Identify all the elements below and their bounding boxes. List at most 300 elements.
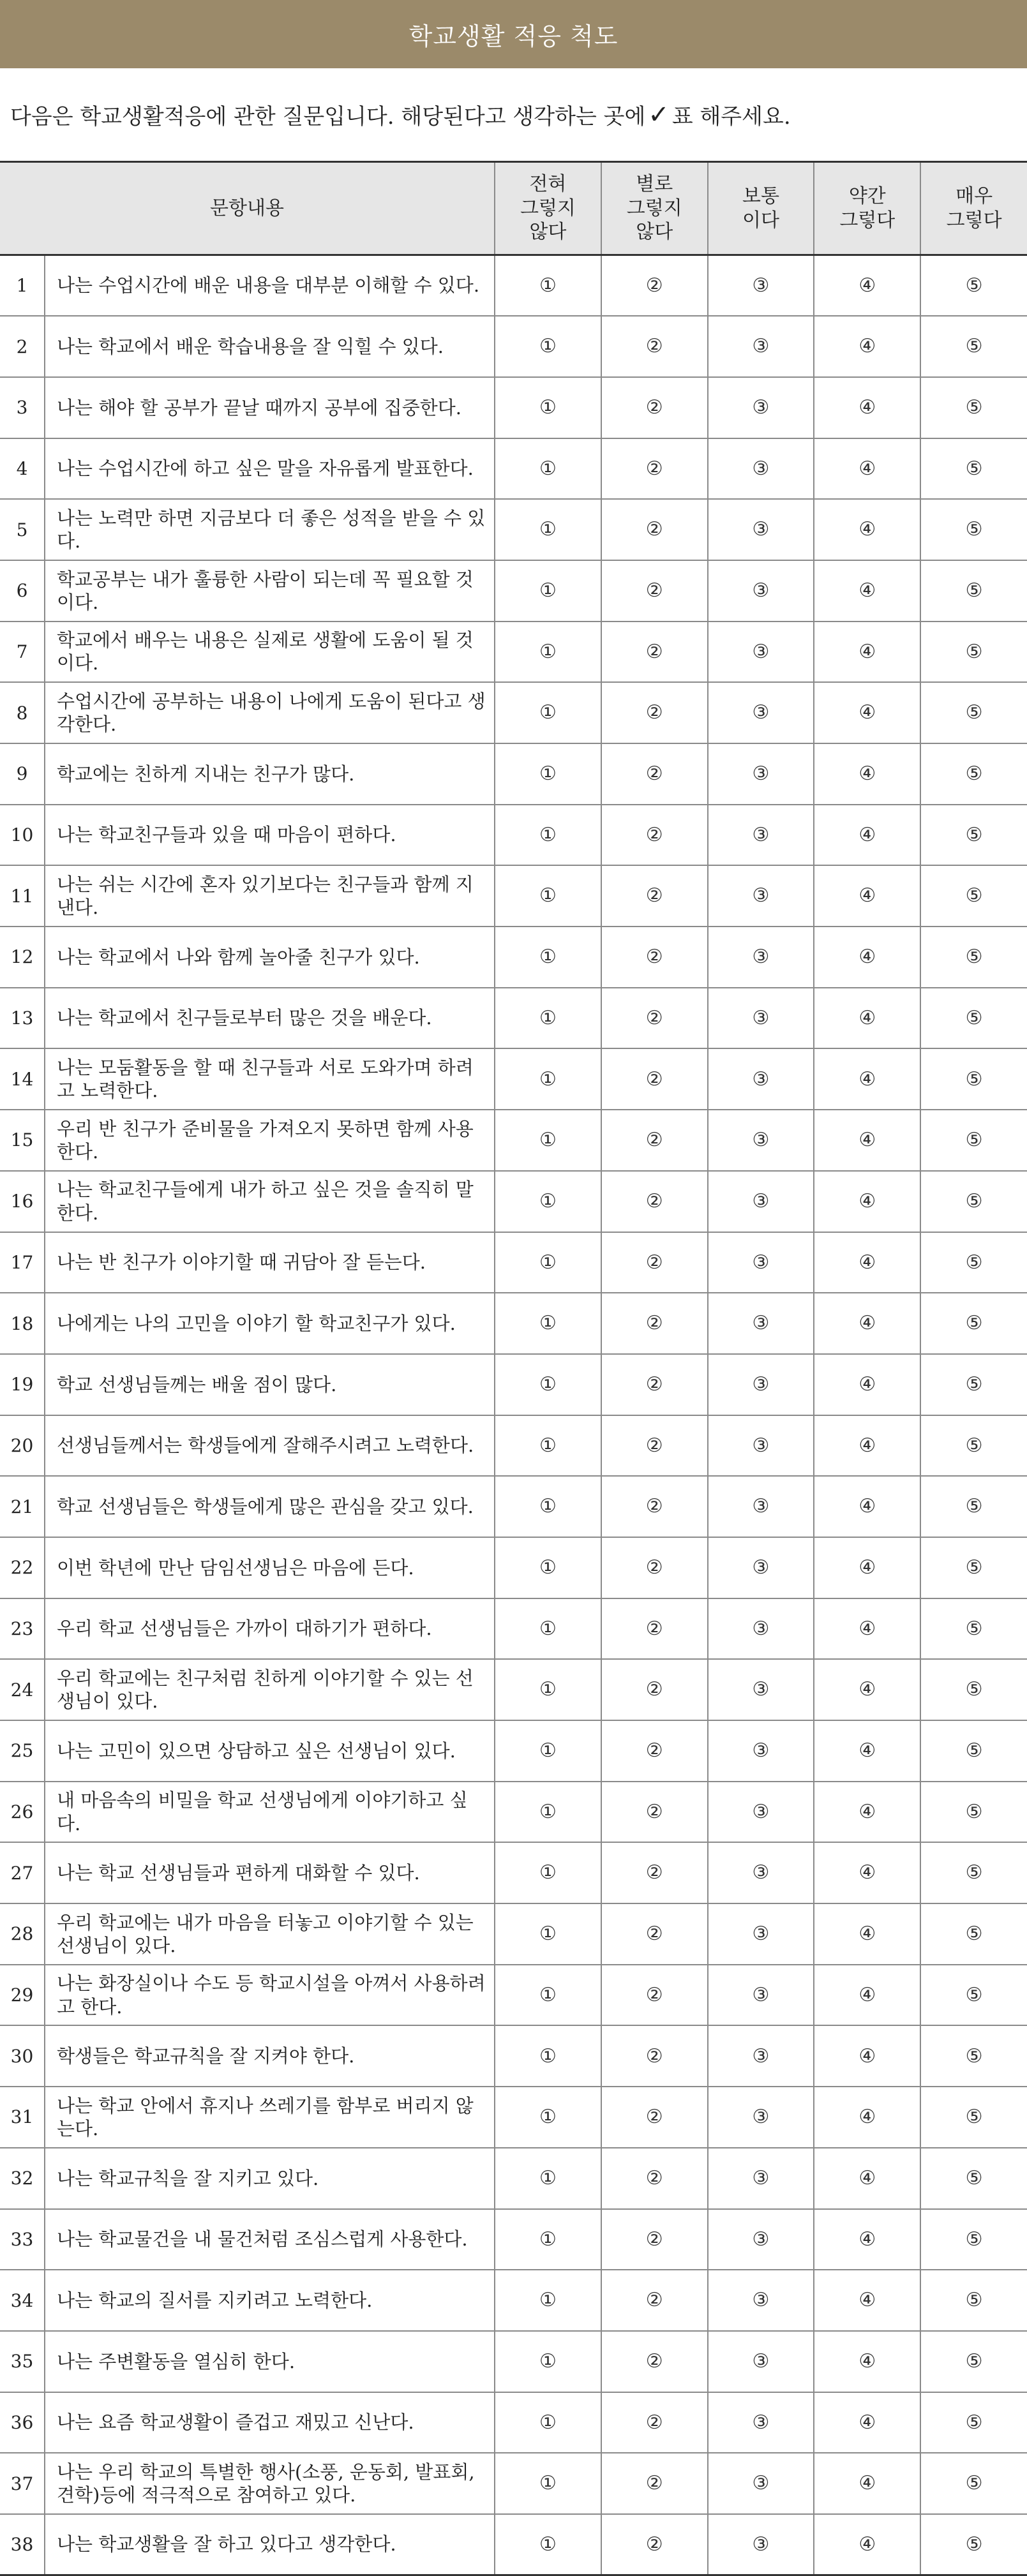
item-text: 나는 반 친구가 이야기할 때 귀담아 잘 듣는다. — [45, 1232, 495, 1293]
option-3-choice[interactable]: ③ — [708, 805, 814, 866]
item-text: 학교에서 배우는 내용은 실제로 생활에 도움이 될 것이다. — [45, 622, 495, 683]
item-text: 나는 학교에서 배운 학습내용을 잘 익힐 수 있다. — [45, 316, 495, 377]
item-text: 우리 학교에는 친구처럼 친하게 이야기할 수 있는 선생님이 있다. — [45, 1659, 495, 1720]
option-3-choice[interactable]: ③ — [708, 1537, 814, 1598]
option-3-choice[interactable]: ③ — [708, 2514, 814, 2575]
option-1-choice[interactable]: ① — [495, 2453, 601, 2514]
option-2-choice[interactable]: ② — [601, 316, 708, 377]
table-row — [0, 2270, 1027, 2331]
option-1-choice[interactable]: ① — [495, 927, 601, 988]
option-2-choice[interactable]: ② — [601, 560, 708, 622]
option-2-choice[interactable]: ② — [601, 1171, 708, 1232]
table-row — [0, 1415, 1027, 1477]
option-3-choice[interactable]: ③ — [708, 1415, 814, 1477]
option-5-choice[interactable]: ⑤ — [920, 743, 1027, 805]
option-5-choice[interactable]: ⑤ — [920, 2148, 1027, 2209]
option-4-choice[interactable]: ④ — [814, 499, 920, 560]
option-1-choice[interactable]: ① — [495, 1354, 601, 1415]
table-row — [0, 1110, 1027, 1171]
table-row — [0, 1598, 1027, 1660]
item-text: 나는 요즘 학교생활이 즐겁고 재밌고 신난다. — [45, 2392, 495, 2453]
option-1-choice[interactable]: ① — [495, 2392, 601, 2453]
option-5-choice[interactable]: ⑤ — [920, 1048, 1027, 1110]
option-4-choice[interactable]: ④ — [814, 438, 920, 500]
item-number: 13 — [0, 988, 45, 1049]
option-2-choice[interactable]: ② — [601, 1659, 708, 1720]
option-5-choice[interactable]: ⑤ — [920, 1537, 1027, 1598]
option-2-choice[interactable]: ② — [601, 1232, 708, 1293]
option-4-choice[interactable]: ④ — [814, 2453, 920, 2514]
option-4-choice[interactable]: ④ — [814, 988, 920, 1049]
table-row — [0, 2392, 1027, 2453]
option-1-choice[interactable]: ① — [495, 1842, 601, 1903]
item-number: 37 — [0, 2453, 45, 2514]
option-2-choice[interactable]: ② — [601, 988, 708, 1049]
option-1-choice[interactable]: ① — [495, 1293, 601, 1354]
option-5-choice[interactable]: ⑤ — [920, 2514, 1027, 2575]
item-text: 나는 해야 할 공부가 끝날 때까지 공부에 집중한다. — [45, 377, 495, 438]
option-1-choice[interactable]: ① — [495, 255, 601, 316]
table-row — [0, 1720, 1027, 1782]
item-text: 나는 학교친구들과 있을 때 마음이 편하다. — [45, 805, 495, 866]
item-number: 4 — [0, 438, 45, 500]
table-row — [0, 1171, 1027, 1232]
option-2-choice[interactable]: ② — [601, 1476, 708, 1537]
option-3-choice[interactable]: ③ — [708, 2331, 814, 2392]
item-text: 학교 선생님들께는 배울 점이 많다. — [45, 1354, 495, 1415]
option-5-choice[interactable]: ⑤ — [920, 2392, 1027, 2453]
check-mark-icon: ✓ — [648, 100, 670, 130]
option-1-choice[interactable]: ① — [495, 1720, 601, 1782]
option-5-choice[interactable]: ⑤ — [920, 1903, 1027, 1965]
item-number: 25 — [0, 1720, 45, 1782]
option-1-choice[interactable]: ① — [495, 2148, 601, 2209]
option-3-choice[interactable]: ③ — [708, 865, 814, 927]
option-5-choice[interactable]: ⑤ — [920, 1232, 1027, 1293]
option-2-choice[interactable]: ② — [601, 377, 708, 438]
table-row — [0, 622, 1027, 683]
option-5-choice[interactable]: ⑤ — [920, 255, 1027, 316]
item-text: 나는 화장실이나 수도 등 학교시설을 아껴서 사용하려고 한다. — [45, 1965, 495, 2026]
option-5-choice[interactable]: ⑤ — [920, 1110, 1027, 1171]
option-4-choice[interactable]: ④ — [814, 316, 920, 377]
table-row — [0, 2453, 1027, 2514]
table-row — [0, 560, 1027, 622]
item-number: 35 — [0, 2331, 45, 2392]
option-4-choice[interactable]: ④ — [814, 805, 920, 866]
option-1-choice[interactable]: ① — [495, 1782, 601, 1843]
item-number: 7 — [0, 622, 45, 683]
option-1-choice[interactable]: ① — [495, 1598, 601, 1660]
option-5-choice[interactable]: ⑤ — [920, 438, 1027, 500]
option-5-choice[interactable]: ⑤ — [920, 1965, 1027, 2026]
option-2-choice[interactable]: ② — [601, 1048, 708, 1110]
option-3-choice[interactable]: ③ — [708, 1965, 814, 2026]
item-number: 24 — [0, 1659, 45, 1720]
option-3-choice[interactable]: ③ — [708, 1293, 814, 1354]
option-4-choice[interactable]: ④ — [814, 1293, 920, 1354]
item-number: 10 — [0, 805, 45, 866]
option-1-choice[interactable]: ① — [495, 2025, 601, 2087]
option-5-choice[interactable]: ⑤ — [920, 560, 1027, 622]
option-5-choice[interactable]: ⑤ — [920, 622, 1027, 683]
option-5-choice[interactable]: ⑤ — [920, 1476, 1027, 1537]
option-1-choice[interactable]: ① — [495, 1415, 601, 1477]
option-1-choice[interactable]: ① — [495, 1965, 601, 2026]
option-4-choice[interactable]: ④ — [814, 865, 920, 927]
item-number: 34 — [0, 2270, 45, 2331]
option-3-choice[interactable]: ③ — [708, 1903, 814, 1965]
item-number: 14 — [0, 1048, 45, 1110]
option-3-choice[interactable]: ③ — [708, 2087, 814, 2148]
option-1-choice[interactable]: ① — [495, 2514, 601, 2575]
option-3-choice[interactable]: ③ — [708, 1476, 814, 1537]
option-2-choice[interactable]: ② — [601, 2087, 708, 2148]
option-1-choice[interactable]: ① — [495, 1048, 601, 1110]
option-5-choice[interactable]: ⑤ — [920, 1598, 1027, 1660]
item-text: 나는 수업시간에 배운 내용을 대부분 이해할 수 있다. — [45, 255, 495, 316]
option-2-choice[interactable]: ② — [601, 2392, 708, 2453]
option-3-choice[interactable]: ③ — [708, 622, 814, 683]
option-3-choice[interactable]: ③ — [708, 1720, 814, 1782]
option-5-choice[interactable]: ⑤ — [920, 1354, 1027, 1415]
table-row — [0, 1782, 1027, 1843]
item-number: 23 — [0, 1598, 45, 1660]
item-text: 나는 학교규칙을 잘 지키고 있다. — [45, 2148, 495, 2209]
table-row — [0, 805, 1027, 866]
option-1-choice[interactable]: ① — [495, 805, 601, 866]
option-2-choice[interactable]: ② — [601, 2148, 708, 2209]
option-4-choice[interactable]: ④ — [814, 2331, 920, 2392]
option-5-choice[interactable]: ⑤ — [920, 2453, 1027, 2514]
item-text: 이번 학년에 만난 담임선생님은 마음에 든다. — [45, 1537, 495, 1598]
option-1-choice[interactable]: ① — [495, 377, 601, 438]
option-2-choice[interactable]: ② — [601, 499, 708, 560]
option-5-choice[interactable]: ⑤ — [920, 927, 1027, 988]
option-3-choice[interactable]: ③ — [708, 499, 814, 560]
item-number: 11 — [0, 865, 45, 927]
item-text: 나는 학교친구들에게 내가 하고 싶은 것을 솔직히 말한다. — [45, 1171, 495, 1232]
table-row — [0, 1232, 1027, 1293]
option-1-choice[interactable]: ① — [495, 1903, 601, 1965]
option-3-choice[interactable]: ③ — [708, 2148, 814, 2209]
table-row — [0, 1842, 1027, 1903]
option-2-choice[interactable]: ② — [601, 2025, 708, 2087]
option-3-choice[interactable]: ③ — [708, 2392, 814, 2453]
option-3-choice[interactable]: ③ — [708, 988, 814, 1049]
table-row — [0, 927, 1027, 988]
option-1-choice[interactable]: ① — [495, 743, 601, 805]
option-1-choice[interactable]: ① — [495, 1110, 601, 1171]
option-4-choice[interactable]: ④ — [814, 2087, 920, 2148]
option-1-choice[interactable]: ① — [495, 438, 601, 500]
table-row — [0, 682, 1027, 743]
option-3-choice[interactable]: ③ — [708, 1598, 814, 1660]
option-4-choice[interactable]: ④ — [814, 622, 920, 683]
option-5-choice[interactable]: ⑤ — [920, 1720, 1027, 1782]
option-4-choice[interactable]: ④ — [814, 682, 920, 743]
option-4-choice[interactable]: ④ — [814, 2270, 920, 2331]
option-2-choice[interactable]: ② — [601, 1415, 708, 1477]
option-5-choice[interactable]: ⑤ — [920, 682, 1027, 743]
item-number: 9 — [0, 743, 45, 805]
option-5-choice[interactable]: ⑤ — [920, 1293, 1027, 1354]
option-1-choice[interactable]: ① — [495, 316, 601, 377]
item-number: 33 — [0, 2209, 45, 2270]
option-3-choice[interactable]: ③ — [708, 743, 814, 805]
option-1-choice[interactable]: ① — [495, 865, 601, 927]
option-3-choice[interactable]: ③ — [708, 1110, 814, 1171]
item-text: 우리 학교 선생님들은 가까이 대하기가 편하다. — [45, 1598, 495, 1660]
option-3-choice[interactable]: ③ — [708, 2209, 814, 2270]
option-2-choice[interactable]: ② — [601, 622, 708, 683]
option-4-choice[interactable]: ④ — [814, 2209, 920, 2270]
item-text: 학생들은 학교규칙을 잘 지켜야 한다. — [45, 2025, 495, 2087]
table-row — [0, 499, 1027, 560]
option-3-choice[interactable]: ③ — [708, 560, 814, 622]
option-3-choice[interactable]: ③ — [708, 2270, 814, 2331]
option-2-choice[interactable]: ② — [601, 438, 708, 500]
item-text: 나는 우리 학교의 특별한 행사(소풍, 운동회, 발표회, 견학)등에 적극적으로 참여하고 있다. — [45, 2453, 495, 2514]
option-5-choice[interactable]: ⑤ — [920, 1782, 1027, 1843]
option-4-choice[interactable]: ④ — [814, 1598, 920, 1660]
option-1-choice[interactable]: ① — [495, 2270, 601, 2331]
item-number: 16 — [0, 1171, 45, 1232]
item-text: 나는 쉬는 시간에 혼자 있기보다는 친구들과 함께 지낸다. — [45, 865, 495, 927]
option-5-choice[interactable]: ⑤ — [920, 1659, 1027, 1720]
option-3-choice[interactable]: ③ — [708, 2025, 814, 2087]
option-2-choice[interactable]: ② — [601, 805, 708, 866]
option-4-choice[interactable]: ④ — [814, 2514, 920, 2575]
option-5-choice[interactable]: ⑤ — [920, 1171, 1027, 1232]
option-3-choice[interactable]: ③ — [708, 316, 814, 377]
item-number: 12 — [0, 927, 45, 988]
table-row — [0, 1476, 1027, 1537]
option-2-choice[interactable]: ② — [601, 927, 708, 988]
option-4-choice[interactable]: ④ — [814, 1232, 920, 1293]
item-number: 21 — [0, 1476, 45, 1537]
item-text: 선생님들께서는 학생들에게 잘해주시려고 노력한다. — [45, 1415, 495, 1477]
table-row — [0, 1048, 1027, 1110]
option-1-choice[interactable]: ① — [495, 1537, 601, 1598]
option-5-choice[interactable]: ⑤ — [920, 316, 1027, 377]
table-row — [0, 2209, 1027, 2270]
item-number: 18 — [0, 1293, 45, 1354]
option-1-choice[interactable]: ① — [495, 1476, 601, 1537]
option-5-choice[interactable]: ⑤ — [920, 1415, 1027, 1477]
option-4-choice[interactable]: ④ — [814, 1903, 920, 1965]
item-text: 나는 학교의 질서를 지키려고 노력한다. — [45, 2270, 495, 2331]
option-5-choice[interactable]: ⑤ — [920, 2331, 1027, 2392]
option-3-choice[interactable]: ③ — [708, 1232, 814, 1293]
option-4-choice[interactable]: ④ — [814, 377, 920, 438]
table-row — [0, 1293, 1027, 1354]
item-text: 나에게는 나의 고민을 이야기 할 학교친구가 있다. — [45, 1293, 495, 1354]
option-1-choice[interactable]: ① — [495, 2331, 601, 2392]
item-text: 나는 학교 선생님들과 편하게 대화할 수 있다. — [45, 1842, 495, 1903]
option-1-choice[interactable]: ① — [495, 682, 601, 743]
option-2-choice[interactable]: ② — [601, 2209, 708, 2270]
item-number: 32 — [0, 2148, 45, 2209]
header-option-3: 보통 이다 — [708, 162, 814, 255]
option-4-choice[interactable]: ④ — [814, 2025, 920, 2087]
item-number: 8 — [0, 682, 45, 743]
item-text: 나는 노력만 하면 지금보다 더 좋은 성적을 받을 수 있다. — [45, 499, 495, 560]
option-2-choice[interactable]: ② — [601, 1293, 708, 1354]
table-row — [0, 2025, 1027, 2087]
item-text: 나는 학교에서 친구들로부터 많은 것을 배운다. — [45, 988, 495, 1049]
table-row — [0, 1903, 1027, 1965]
option-2-choice[interactable]: ② — [601, 682, 708, 743]
item-text: 내 마음속의 비밀을 학교 선생님에게 이야기하고 싶다. — [45, 1782, 495, 1843]
option-5-choice[interactable]: ⑤ — [920, 2270, 1027, 2331]
item-text: 학교공부는 내가 훌륭한 사람이 되는데 꼭 필요할 것이다. — [45, 560, 495, 622]
option-5-choice[interactable]: ⑤ — [920, 2087, 1027, 2148]
item-text: 수업시간에 공부하는 내용이 나에게 도움이 된다고 생각한다. — [45, 682, 495, 743]
option-2-choice[interactable]: ② — [601, 1903, 708, 1965]
option-3-choice[interactable]: ③ — [708, 1782, 814, 1843]
option-4-choice[interactable]: ④ — [814, 1171, 920, 1232]
option-3-choice[interactable]: ③ — [708, 1659, 814, 1720]
option-3-choice[interactable]: ③ — [708, 2453, 814, 2514]
option-2-choice[interactable]: ② — [601, 2453, 708, 2514]
option-5-choice[interactable]: ⑤ — [920, 2209, 1027, 2270]
option-1-choice[interactable]: ① — [495, 560, 601, 622]
option-1-choice[interactable]: ① — [495, 622, 601, 683]
option-4-choice[interactable]: ④ — [814, 1782, 920, 1843]
option-4-choice[interactable]: ④ — [814, 2148, 920, 2209]
option-2-choice[interactable]: ② — [601, 1354, 708, 1415]
item-text: 나는 학교 안에서 휴지나 쓰레기를 함부로 버리지 않는다. — [45, 2087, 495, 2148]
option-2-choice[interactable]: ② — [601, 2270, 708, 2331]
option-2-choice[interactable]: ② — [601, 1782, 708, 1843]
option-2-choice[interactable]: ② — [601, 1842, 708, 1903]
item-number: 17 — [0, 1232, 45, 1293]
option-1-choice[interactable]: ① — [495, 2087, 601, 2148]
item-text: 우리 반 친구가 준비물을 가져오지 못하면 함께 사용한다. — [45, 1110, 495, 1171]
option-4-choice[interactable]: ④ — [814, 1720, 920, 1782]
option-2-choice[interactable]: ② — [601, 743, 708, 805]
instruction-text — [0, 68, 1027, 161]
option-2-choice[interactable]: ② — [601, 1598, 708, 1660]
table-row — [0, 1354, 1027, 1415]
item-number: 1 — [0, 255, 45, 316]
option-2-choice[interactable]: ② — [601, 2514, 708, 2575]
table-row — [0, 743, 1027, 805]
option-1-choice[interactable]: ① — [495, 988, 601, 1049]
option-4-choice[interactable]: ④ — [814, 927, 920, 988]
option-3-choice[interactable]: ③ — [708, 1842, 814, 1903]
item-number: 20 — [0, 1415, 45, 1477]
item-number: 22 — [0, 1537, 45, 1598]
option-3-choice[interactable]: ③ — [708, 438, 814, 500]
instruction-before: 다음은 학교생활적응에 관한 질문입니다. 해당된다고 생각하는 곳에 — [10, 104, 646, 130]
option-4-choice[interactable]: ④ — [814, 1415, 920, 1477]
item-number: 26 — [0, 1782, 45, 1843]
option-1-choice[interactable]: ① — [495, 499, 601, 560]
option-4-choice[interactable]: ④ — [814, 1110, 920, 1171]
option-4-choice[interactable]: ④ — [814, 255, 920, 316]
scale-title: 학교생활 적응 척도 — [409, 22, 618, 50]
option-1-choice[interactable]: ① — [495, 1659, 601, 1720]
option-3-choice[interactable]: ③ — [708, 1354, 814, 1415]
item-text: 나는 고민이 있으면 상담하고 싶은 선생님이 있다. — [45, 1720, 495, 1782]
option-4-choice[interactable]: ④ — [814, 1842, 920, 1903]
option-3-choice[interactable]: ③ — [708, 255, 814, 316]
option-4-choice[interactable]: ④ — [814, 1048, 920, 1110]
option-2-choice[interactable]: ② — [601, 255, 708, 316]
table-row — [0, 377, 1027, 438]
option-4-choice[interactable]: ④ — [814, 1965, 920, 2026]
option-3-choice[interactable]: ③ — [708, 927, 814, 988]
option-3-choice[interactable]: ③ — [708, 377, 814, 438]
table-row — [0, 1659, 1027, 1720]
option-4-choice[interactable]: ④ — [814, 1537, 920, 1598]
option-1-choice[interactable]: ① — [495, 2209, 601, 2270]
option-5-choice[interactable]: ⑤ — [920, 377, 1027, 438]
option-3-choice[interactable]: ③ — [708, 1048, 814, 1110]
item-number: 3 — [0, 377, 45, 438]
table-row — [0, 1965, 1027, 2026]
option-4-choice[interactable]: ④ — [814, 1476, 920, 1537]
item-text: 우리 학교에는 내가 마음을 터놓고 이야기할 수 있는 선생님이 있다. — [45, 1903, 495, 1965]
header-option-1: 전혀 그렇지 않다 — [495, 162, 601, 255]
option-5-choice[interactable]: ⑤ — [920, 865, 1027, 927]
option-1-choice[interactable]: ① — [495, 1232, 601, 1293]
table-row — [0, 1537, 1027, 1598]
option-2-choice[interactable]: ② — [601, 1537, 708, 1598]
item-number: 2 — [0, 316, 45, 377]
option-4-choice[interactable]: ④ — [814, 560, 920, 622]
option-2-choice[interactable]: ② — [601, 1720, 708, 1782]
item-number: 6 — [0, 560, 45, 622]
header-option-4: 약간 그렇다 — [814, 162, 920, 255]
header-option-5: 매우 그렇다 — [920, 162, 1027, 255]
header-item: 문항내용 — [0, 162, 495, 255]
table-row — [0, 2331, 1027, 2392]
option-5-choice[interactable]: ⑤ — [920, 1842, 1027, 1903]
option-4-choice[interactable]: ④ — [814, 1354, 920, 1415]
option-2-choice[interactable]: ② — [601, 865, 708, 927]
table-row — [0, 2514, 1027, 2575]
item-number: 36 — [0, 2392, 45, 2453]
option-4-choice[interactable]: ④ — [814, 1659, 920, 1720]
item-text: 나는 학교에서 나와 함께 놀아줄 친구가 있다. — [45, 927, 495, 988]
table-row — [0, 2087, 1027, 2148]
item-text: 나는 주변활동을 열심히 한다. — [45, 2331, 495, 2392]
option-2-choice[interactable]: ② — [601, 1965, 708, 2026]
header-option-2: 별로 그렇지 않다 — [601, 162, 708, 255]
option-4-choice[interactable]: ④ — [814, 2392, 920, 2453]
option-3-choice[interactable]: ③ — [708, 1171, 814, 1232]
item-text: 학교 선생님들은 학생들에게 많은 관심을 갖고 있다. — [45, 1476, 495, 1537]
scale-title-bar — [0, 0, 1027, 68]
option-2-choice[interactable]: ② — [601, 2331, 708, 2392]
option-5-choice[interactable]: ⑤ — [920, 2025, 1027, 2087]
item-number: 5 — [0, 499, 45, 560]
option-2-choice[interactable]: ② — [601, 1110, 708, 1171]
table-row — [0, 2148, 1027, 2209]
option-5-choice[interactable]: ⑤ — [920, 988, 1027, 1049]
item-number: 28 — [0, 1903, 45, 1965]
item-text: 나는 학교물건을 내 물건처럼 조심스럽게 사용한다. — [45, 2209, 495, 2270]
option-5-choice[interactable]: ⑤ — [920, 499, 1027, 560]
option-4-choice[interactable]: ④ — [814, 743, 920, 805]
option-1-choice[interactable]: ① — [495, 1171, 601, 1232]
option-3-choice[interactable]: ③ — [708, 682, 814, 743]
item-number: 38 — [0, 2514, 45, 2575]
option-5-choice[interactable]: ⑤ — [920, 805, 1027, 866]
